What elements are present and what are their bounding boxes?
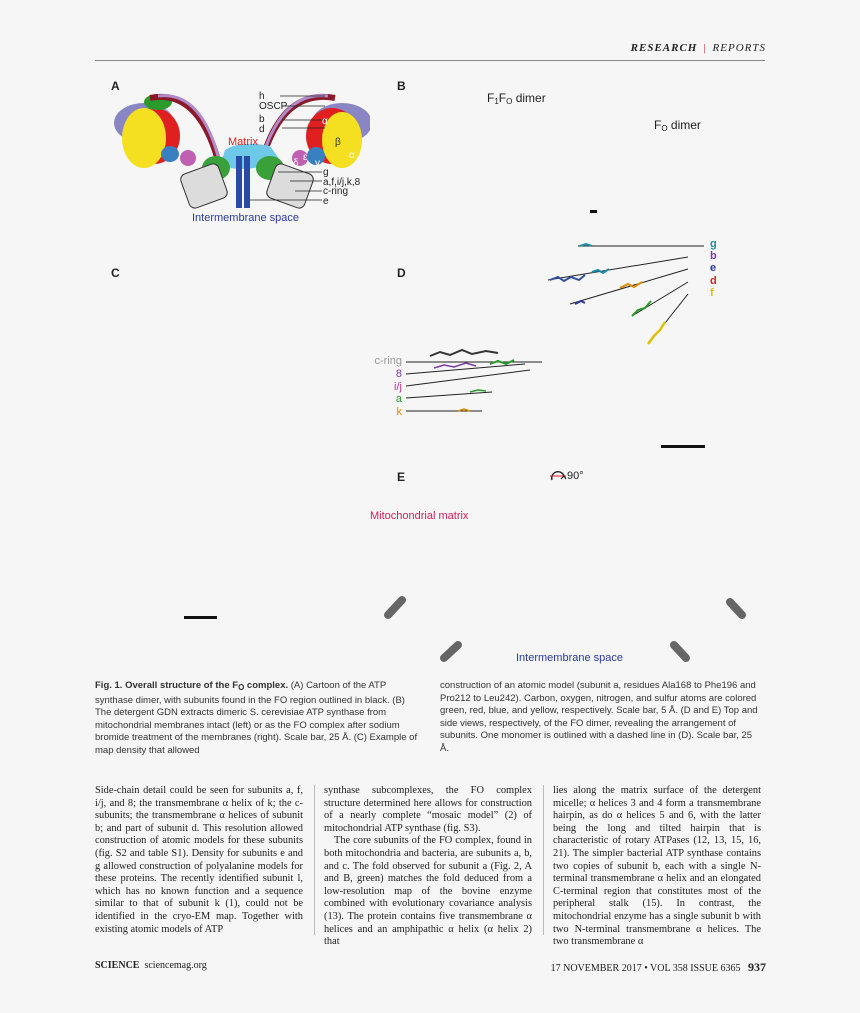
label-intermembrane-a: Intermembrane space — [192, 212, 299, 224]
d-label-f: f — [710, 286, 714, 299]
d-label-a: a — [395, 393, 402, 406]
f1fo-dimer-label — [487, 91, 546, 106]
footer-issue: 17 NOVEMBER 2017 • VOL 358 ISSUE 6365 — [550, 963, 741, 974]
caption-fig-label — [95, 680, 288, 691]
label-b: b — [259, 114, 265, 125]
running-header — [631, 42, 766, 54]
greek-delta: δ — [293, 158, 299, 169]
column-rule-1 — [314, 785, 315, 935]
col2-paragraph-2: The core subunits of the FO complex, found in both mitochondria and bacteria, are subunits a, b, and c. The fold observed for subunit a (Fig. 2, A and B, green) matches the fold deduced from a low-resolution map of the bovine enzyme combined with evolutionary covariance analysis (13). The protein contains five transmembrane α helices and an amphipathic α helix (α helix 2) that — [324, 835, 532, 948]
greek-alpha-2: α — [349, 150, 355, 161]
label-e: e — [323, 195, 329, 207]
fig-label-text: Fig. 1. Overall structure of the F — [95, 680, 239, 691]
footer-journal: SCIENCE — [95, 960, 140, 971]
panel-d-right-labels — [710, 238, 717, 299]
d-label-ij: i/j — [394, 380, 402, 393]
label-oscp: OSCP — [259, 100, 288, 112]
greek-gamma: γ — [315, 158, 320, 169]
footer-page-number: 937 — [748, 960, 766, 974]
header-rule — [95, 60, 765, 61]
d-label-c-ring: c-ring — [374, 355, 402, 367]
label-afijk8: a,f,i/j,k,8 — [323, 176, 361, 188]
caption-left-text: (A) Cartoon of the ATP synthase dimer, with subunits found in the FO region outlined in black. (B) The detergent GDN extracts dimeric S. cerevisiae ATP synthase from mitochondrial membranes intact (left) or as the FO complex after sodium bromide treatment of the membranes (right). Scale bar, 25 Å. (C) Example of map density that allowed — [95, 680, 418, 756]
body-column-1 — [95, 785, 303, 936]
f1fo-f2: F — [498, 91, 507, 105]
body-column-2 — [324, 785, 532, 949]
col3-paragraph: lies along the matrix surface of the detergent micelle; α helices 3 and 4 form a transmembrane hairpin, as do α helices 5 and 6, with the latter being the long and tilted hairpin that is characteristic of rotary ATPases (12, 13, 15, 16, 21). The simpler bacterial ATP synthase contains two copies of subunit b, each with a single N-terminal transmembrane α helix and an elongated C-terminal region that constitutes most of the peripheral stalk (15). In contrast, the mitochondrial enzyme has a single subunit b with two N-terminal transmembrane α helices. The two transmembrane α — [553, 785, 761, 948]
footer-left — [95, 960, 207, 971]
section-label: RESEARCH — [630, 42, 698, 54]
d-label-d: d — [710, 274, 717, 287]
d-label-g: g — [710, 238, 717, 250]
panel-b-label: B — [397, 79, 406, 93]
caption-right: construction of an atomic model (subunit a, residues Ala168 to Phe196 and Pro212 to Leu242). Carbon, oxygen, nitrogen, and sulfur atoms are colored green, red, blue, and yellow, respectively. Scale bar, 5 Å. (D and E) Top and side views, respectively, of the FO dimer, revealing the arrangement of subunits. One monomer is outlined with a dashed line in (D). Scale bar, 25 Å. — [440, 680, 758, 754]
label-d: d — [259, 123, 265, 135]
fo-f: F — [654, 118, 662, 132]
rotation-label: 90° — [567, 470, 584, 482]
header-divider: | — [703, 42, 707, 54]
panel-a-cartoon — [110, 88, 370, 228]
d-label-e: e — [710, 262, 717, 275]
label-g: g — [323, 167, 329, 178]
column-rule-2 — [543, 785, 544, 935]
d-label-b: b — [710, 250, 717, 263]
panel-d-structure — [370, 236, 710, 426]
footer-right — [551, 960, 766, 975]
fo-tail: dimer — [667, 118, 701, 132]
fo-sub: O — [661, 124, 668, 133]
d-label-k: k — [396, 406, 402, 419]
col2-paragraph-1: synthase subcomplexes, the FO complex structure determined here allows for construction of a nearly complete “mosaic model” (2) of mitochondrial ATP synthase (fig. S3). — [324, 785, 532, 834]
f1fo-tail: dimer — [512, 91, 546, 105]
label-intermembrane-e: Intermembrane space — [516, 652, 623, 664]
fig-label-tail: complex. — [244, 680, 289, 691]
panel-a-lower-labels — [323, 168, 360, 206]
footer-site: sciencemag.org — [144, 960, 207, 971]
panel-e-label: E — [397, 470, 406, 484]
panel-a-upper-labels — [259, 92, 287, 134]
label-matrix: Matrix — [228, 136, 258, 148]
f1fo-subo: O — [506, 97, 513, 106]
subsection-label: REPORTS — [712, 42, 766, 54]
micelle-outline — [380, 590, 760, 665]
col1-paragraph: Side-chain detail could be seen for subunits a, f, i/j, and 8; the transmembrane α helix of k; the c-subunits; the transmembrane α helices of subunit b; and part of subunit d. This resolution allowed construction of atomic models for these subunits (fig. S2 and table S1). Density for subunits e and g allowed construction of polyalanine models for these proteins. The recently identified subunit l, which has no known function and a sequence similar to that of subunit k (1), could not be identified in the cryo-EM map. Together with existing atomic models of ATP — [95, 785, 303, 935]
caption-left — [95, 680, 420, 758]
f1fo-sub1: 1 — [494, 97, 499, 106]
rotation-arrow-icon — [548, 466, 568, 486]
fig-label-sub: O — [238, 683, 245, 692]
greek-epsilon: ε — [303, 152, 308, 163]
label-mitochondrial-matrix: Mitochondrial matrix — [370, 510, 469, 522]
label-h: h — [259, 91, 265, 102]
d-label-8: 8 — [395, 367, 402, 380]
scale-bar-d — [661, 445, 705, 448]
panel-a-label: A — [111, 79, 120, 93]
scale-bar-b — [590, 210, 597, 213]
panel-d-label: D — [397, 266, 406, 280]
panel-c-label: C — [111, 266, 120, 280]
panel-d-left-labels — [350, 355, 402, 419]
greek-beta: β — [335, 137, 341, 148]
fo-dimer-label — [654, 118, 701, 133]
scale-bar-e — [184, 616, 217, 619]
greek-alpha-1: α — [322, 116, 328, 127]
f1fo-f: F — [487, 91, 495, 105]
label-c-ring: c-ring — [323, 186, 349, 197]
body-column-3 — [553, 785, 761, 949]
